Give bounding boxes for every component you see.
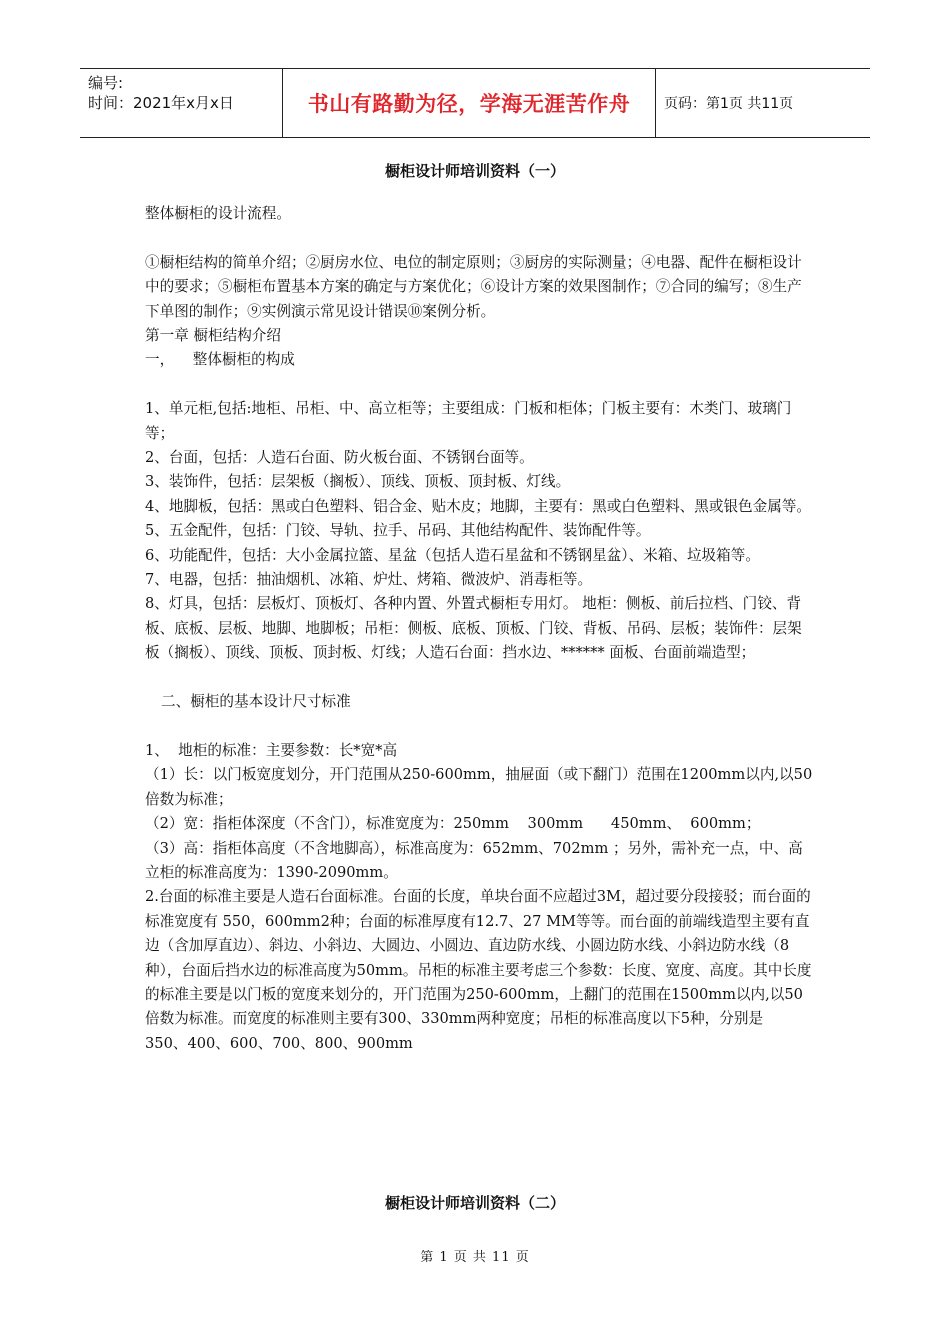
list-item: 7、电器，包括：抽油烟机、冰箱、炉灶、烤箱、微波炉、消毒柜等。 — [145, 571, 593, 589]
page-footer: 第 1 页 共 11 页 — [420, 1250, 530, 1265]
list-item: 6、功能配件，包括：大小金属拉篮、星盆（包括人造石星盆和不锈钢星盆）、米箱、垃圾箱等。 — [145, 546, 760, 564]
date-label: 时间：2021年x月x日 — [88, 94, 234, 112]
section-heading: 二、橱柜的基本设计尺寸标准 — [161, 693, 351, 711]
paragraph: ①橱柜结构的简单介绍；②厨房水位、电位的制定原则；③厨房的实际测量；④电器、配件在橱柜设计中的要求；⑤橱柜布置基本方案的确定与方案优化；⑥设计方案的效果图制作；⑦合同的编写；⑧生产下单图的制作；⑨实例演示常见设计错误⑩案例分析。 — [145, 253, 802, 320]
document-title-1: 橱柜设计师培训资料（一） — [384, 162, 565, 180]
list-item: 2、台面，包括：人造石台面、防火板台面、不锈钢台面等。 — [145, 449, 534, 467]
list-item: 4、地脚板，包括：黑或白色塑料、铝合金、贴木皮；地脚，主要有：黑或白色塑料、黑或银色金属等。 — [145, 497, 812, 515]
paragraph: （3）高：指柜体高度（不含地脚高），标准高度为：652mm、702mm ；另外，需补充一点，中、高立柜的标准高度为：1390-2090mm。 — [145, 839, 803, 881]
paragraph: 350、400、600、700、800、900mm — [145, 1034, 413, 1052]
paragraph: （1）长：以门板宽度划分，开门范围从250-600mm，抽屉面（或下翻门）范围在1200mm以内,以50倍数为标准； — [145, 766, 813, 808]
paragraph: 1、 地柜的标准：主要参数：长*宽*高 — [145, 741, 398, 759]
list-item: 1、单元柜,包括:地柜、吊柜、中、高立柜等；主要组成：门板和柜体；门板主要有：木类门、玻璃门等； — [145, 400, 792, 442]
document-body — [145, 202, 813, 1056]
paragraph-gap — [145, 226, 813, 250]
chapter-heading: 第一章 橱柜结构介绍 — [145, 327, 281, 345]
header-page-info: 页码：第1页 共11页 — [664, 96, 794, 112]
serial-label: 编号: — [88, 74, 124, 92]
paragraph: 2.台面的标准主要是人造石台面标准。台面的长度，单块台面不应超过3M，超过要分段接驳；而台面的标准宽度有 550，600mm2种；台面的标准厚度有12.7、27 MM等等。而台面的前端线造型主要有直边（含加厚直边）、斜边、小斜边、大圆边、小圆边、直边防水线、小圆边防水线、小斜边防水线（8种），台面后挡水边的标准高度为50mm。吊柜的标准主要考虑三个参数：长度、宽度、高度。其中长度的标准主要是以门板的宽度来划分的，开门范围为250-600mm，上翻门的范围在1500mm以内,以50倍数为标准。而宽度的标准则主要有300、330mm两种宽度；吊柜的标准高度以下5种，分别是 — [145, 888, 812, 1028]
document-title-2: 橱柜设计师培训资料（二） — [384, 1194, 565, 1212]
paragraph-gap — [145, 373, 813, 397]
list-item: 3、装饰件，包括：层架板（搁板）、顶线、顶板、顶封板、灯线。 — [145, 473, 571, 491]
list-item: 5、五金配件，包括：门铰、导轨、拉手、吊码、其他结构配件、装饰配件等。 — [145, 522, 651, 540]
header-motto: 书山有路勤为径，学海无涯苦作舟 — [282, 69, 656, 137]
list-item: 8、灯具，包括：层板灯、顶板灯、各种内置、外置式橱柜专用灯。 地柜：侧板、前后拉档、门铰、背板、底板、层板、地脚、地脚板；吊柜：侧板、底板、顶板、门铰、背板、吊码、层板；装饰件：层架板（搁板）、顶线、顶板、顶封板、灯线；人造石台面：挡水边、****** 面板、台面前端造型； — [145, 595, 802, 662]
paragraph: 整体橱柜的设计流程。 — [145, 205, 291, 222]
paragraph-gap — [145, 666, 813, 690]
section-heading: 一， 整体橱柜的构成 — [145, 351, 295, 369]
paragraph-gap — [145, 714, 813, 738]
paragraph: （2）宽：指柜体深度（不含门），标准宽度为：250mm 300mm 450mm、 600mm； — [145, 815, 761, 833]
page-header — [80, 68, 870, 138]
header-meta — [80, 69, 282, 137]
